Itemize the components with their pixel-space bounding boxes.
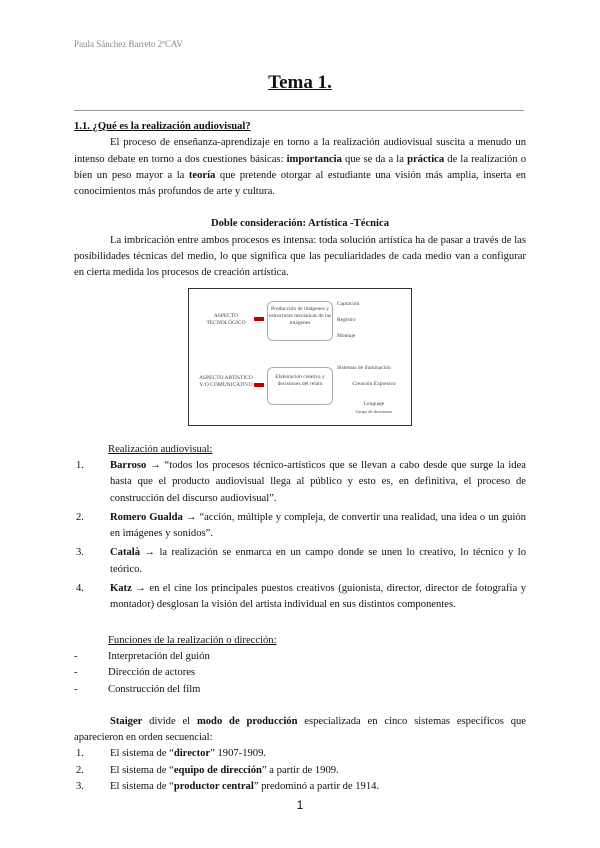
subheading: Doble consideración: Artística -Técnica — [210, 218, 389, 230]
paragraph-2: La imbricación entre ambos procesos es intensa: toda solución artística ha de pasar a través de las posibilidades técnicas del medio, lo que significa que las peculiaridades de cada medio van a configurar en cierta medida los procesos de creación artística. — [74, 234, 526, 279]
list-item: - Construcción del film — [74, 683, 201, 695]
diagram-item: Registro — [337, 316, 356, 323]
list-item: - Interpretación del guión — [74, 650, 210, 662]
page-header: Paula Sánchez Barreto 2ºCAV — [74, 39, 183, 49]
list-title: Funciones de la realización o dirección: — [108, 634, 277, 646]
diagram-item: Captación — [337, 300, 360, 307]
page-title: Tema 1. — [268, 72, 332, 93]
diagram-item: Lenguaje — [363, 400, 385, 407]
section-heading: 1.1. ¿Qué es la realización audiovisual? — [74, 121, 251, 132]
list-item: 4. Katz → en el cine los principales puestos creativos (guionista, director, director de fotografía y montador) desglosan la visión del artista individual en sus distintos componentes. — [76, 583, 526, 611]
page-number: 1 — [296, 798, 304, 812]
diagram-box: Elaboración creativa y decisiones del relato — [267, 367, 333, 405]
list-item: 3. Català → la realización se enmarca en un campo donde se unen lo creativo, lo técnico y lo teórico. — [76, 547, 526, 575]
list-item: - Dirección de actores — [74, 667, 196, 679]
diagram-label: ASPECTO TECNOLÓGICO — [206, 312, 246, 326]
list-item: 1. Barroso → “todos los procesos técnico-artísticos que se llevan a cabo desde que surge la idea hasta que el producto audiovisual llega al público y esto es, en definitiva, el proceso de construcción del discurso audiovisual”. — [76, 459, 526, 504]
paragraph-1: El proceso de enseñanza-aprendizaje en torno a la realización audiovisual suscita a menudo un intenso debate en torno a dos cuestiones básicas: importancia que se da a la práctica de la realización o bien un peso mayor a la teoría que pretende otorgar al estudiante una visión más amplia, inserta en conocimientos más profundos de arte y cultura. — [74, 137, 527, 198]
list-item: 3. El sistema de “productor central” predominó a partir de 1914. — [76, 781, 380, 793]
diagram — [188, 288, 412, 426]
body — [74, 119, 526, 795]
arrow-icon — [254, 317, 264, 321]
diagram-item: Creación Expresiva — [352, 380, 396, 387]
list-title: Realización audiovisual: — [108, 443, 213, 455]
diagram-item: Montaje — [337, 332, 356, 339]
list-item: 2. Romero Gualda → “acción, múltiple y compleja, de convertir una realidad, una idea o un guión en imágenes y sonidos”. — [76, 511, 526, 540]
diagram-label: ASPECTO ARTÍSTICO Y/O COMUNICATIVO — [199, 374, 253, 388]
list-item: 1. El sistema de “director” 1907-1909. — [76, 748, 267, 760]
list-item: 2. El sistema de “equipo de dirección” a partir de 1909. — [76, 764, 339, 776]
divider — [74, 110, 524, 111]
arrow-icon — [254, 383, 264, 387]
paragraph-3: Staiger divide el modo de producción especializada en cinco sistemas específicos que aparecieron en orden secuencial: — [74, 715, 526, 744]
diagram-item: Grupo de decisiones — [355, 408, 393, 414]
diagram-box: Producción de imágenes y estructuras mecánicas de las imágenes — [267, 301, 333, 341]
diagram-item: Sistemas de iluminación — [337, 364, 391, 371]
